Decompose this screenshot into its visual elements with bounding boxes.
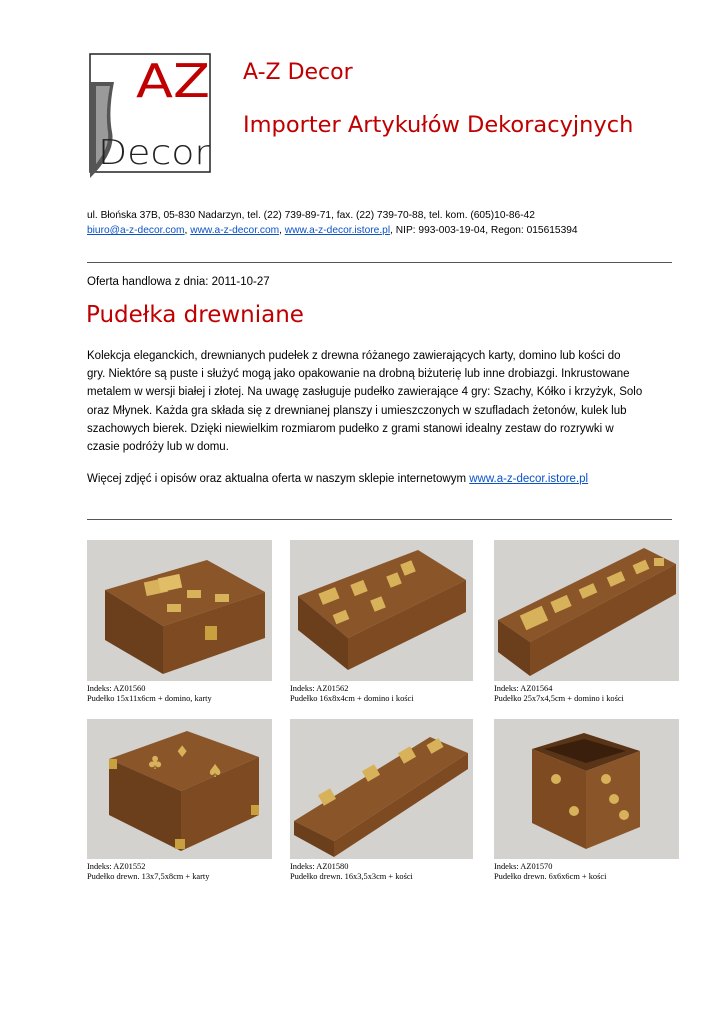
description-line: szachowych bierek. Dzięki niewielkim rozmiarom pudełko z grami stanowi idealny zestaw do rozrywki w <box>87 422 614 435</box>
product-caption <box>290 862 473 882</box>
contact-block <box>87 208 578 238</box>
product-card <box>87 719 272 882</box>
company-logo <box>86 52 216 180</box>
product-photo <box>494 719 679 859</box>
product-card <box>290 719 473 882</box>
product-caption <box>87 862 272 882</box>
product-index: Indeks: AZ01560 <box>87 684 146 693</box>
product-card <box>494 719 679 882</box>
product-card <box>494 540 679 704</box>
shop-link-bottom[interactable]: www.a-z-decor.istore.pl <box>469 473 589 485</box>
svg-text:♦: ♦ <box>175 742 190 761</box>
offer-date: Oferta handlowa z dnia: 2011-10-27 <box>87 276 270 288</box>
product-desc: Pudełko drewn. 13x7,5x8cm + karty <box>87 872 210 881</box>
shop-link[interactable]: www.a-z-decor.istore.pl <box>284 225 391 236</box>
product-desc: Pudełko 25x7x4,5cm + domino i kości <box>494 694 624 703</box>
product-desc: Pudełko drewn. 16x3,5x3cm + kości <box>290 872 413 881</box>
email-link[interactable]: biuro@a-z-decor.com <box>87 225 185 236</box>
product-photo <box>494 540 679 681</box>
description-line: Kolekcja eleganckich, drewnianych pudełek z drewna różanego zawierających karty, domino lub kości do <box>87 350 621 362</box>
product-caption <box>87 684 272 704</box>
description-line: metalem w wersji białej i złotej. Na uwagę zasługuje pudełko zawierające 4 gry: Szachy, Kółko i krzyżyk, Solo <box>87 386 643 399</box>
more-info: Więcej zdjęć i opisów oraz aktualna oferta w naszym sklepie internetowym www.a-z-decor.istore.pl <box>87 473 589 485</box>
company-name: A-Z Decor <box>243 60 353 85</box>
product-desc: Pudełko 15x11x6cm + domino, karty <box>87 694 212 703</box>
product-index: Indeks: AZ01552 <box>87 862 146 871</box>
product-desc: Pudełko 16x8x4cm + domino i kości <box>290 694 414 703</box>
svg-text:♠: ♠ <box>207 761 224 782</box>
website-link[interactable]: www.a-z-decor.com <box>190 225 280 236</box>
product-caption <box>494 684 679 704</box>
product-index: Indeks: AZ01570 <box>494 862 553 871</box>
product-photo <box>87 540 272 681</box>
svg-text:♣: ♣ <box>147 753 164 774</box>
divider <box>87 262 672 263</box>
page-title: Pudełka drewniane <box>86 302 304 328</box>
logo-az-text: AZ <box>136 54 210 108</box>
description-line: czasie podróży lub w domu. <box>87 441 229 454</box>
product-card <box>87 540 272 704</box>
product-index: Indeks: AZ01562 <box>290 684 349 693</box>
product-index: Indeks: AZ01564 <box>494 684 553 693</box>
product-desc: Pudełko drewn. 6x6x6cm + kości <box>494 872 607 881</box>
divider <box>87 519 672 520</box>
product-caption <box>494 862 679 882</box>
product-photo <box>290 540 473 681</box>
product-card <box>290 540 473 704</box>
product-photo <box>290 719 473 859</box>
product-caption <box>290 684 473 704</box>
product-index: Indeks: AZ01580 <box>290 862 349 871</box>
logo-decor-text: Decor <box>98 133 211 173</box>
description-line: gry. Niektóre są puste i służyć mogą jako opakowanie na drobną biżuterię lub inne drobiazgi. Inkrustowane <box>87 368 630 381</box>
address-line: ul. Błońska 37B, 05-830 Nadarzyn, tel. (22) 739-89-71, fax. (22) 739-70-88, tel. kom. (605)10-86-42 <box>87 210 535 221</box>
tax-ids: , NIP: 993-003-19-04, Regon: 015615394 <box>390 225 578 236</box>
description-line: oraz Młynek. Każda gra składa się z drewnianej planszy i umieszczonych w szufladach żetonów, kulek lub <box>87 404 627 417</box>
contact-links-line: biuro@a-z-decor.com, www.a-z-decor.com, www.a-z-decor.istore.pl, NIP: 993-003-19-04, Regon: 015615394 <box>87 225 578 236</box>
description <box>87 347 677 456</box>
company-tagline: Importer Artykułów Dekoracyjnych <box>243 112 634 138</box>
product-photo <box>87 719 272 859</box>
